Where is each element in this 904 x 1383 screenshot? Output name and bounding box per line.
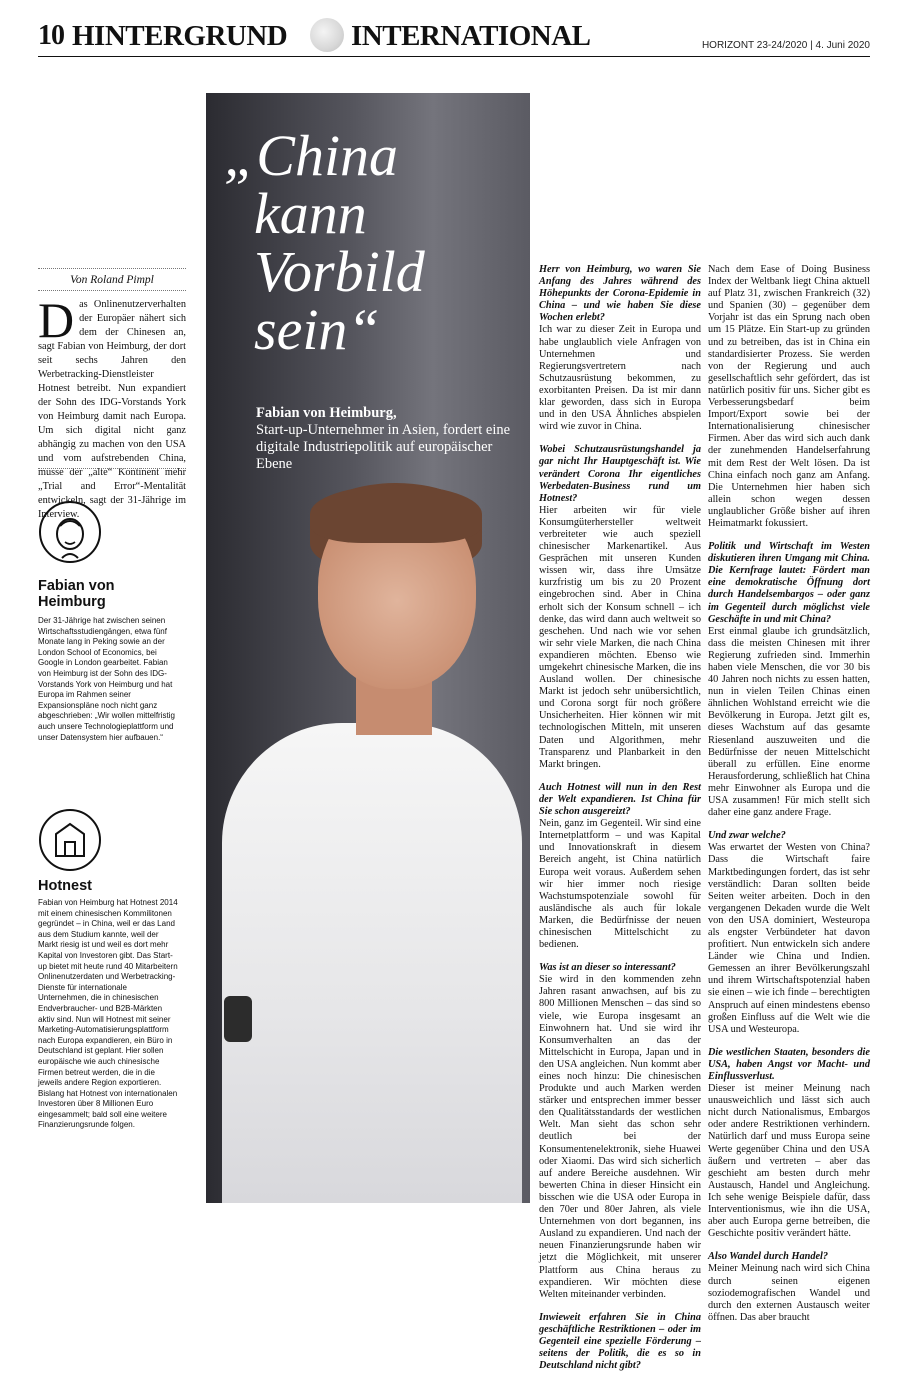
portrait-hair-top xyxy=(310,485,482,543)
person-icon xyxy=(38,500,102,564)
quote-line: „China xyxy=(224,123,399,188)
quote-line: sein“ xyxy=(254,297,380,362)
answer: Erst einmal glaube ich grundsätzlich, dass die meisten Chinesen mit ihrer Regierung zufrieden sind. Immerhin haben viele Menschen, die vor 30 bis 40 Jahren noch nichts zu essen hatten, nun in vielen Teilen Chinas einen ähnlichen Wohlstand erreicht wie die Bevölkerung in Europa. Jetzt gilt es, dieses Wachstum auf das gesamte Riesenland auszuweiten und die Bedürfnisse der neuen Mittelschicht überall zu erfüllen. Eine enorme Herausforderung, schließlich hat China mehr Einwohner als Europa und die USA zusammen! Für mich stellt sich daher eine ganz andere Frage. xyxy=(708,625,870,819)
portrait-photo xyxy=(206,93,530,1203)
company-text: Fabian von Heimburg hat Hotnest 2014 mit einem chinesischen Kommilitonen gegründet – in China, weil er das Land aus dem Studium kannte, weil der Markt riesig ist und weil es dort mehr Kapital von Investoren gibt. Das Start-up bietet mit heute rund 40 Mitarbeitern Onlinenutzerdaten und Werbetracking-Dienste für internationale Unternehmen, die in chinesischen Endverbraucher- und B2B-Märkten aktiv sind. Nun will Hotnest mit seiner Marketing-Automatisierungsplattform nach Europa expandieren, ein Büro in Deutschland ist geplant. Hier sollen europäische wie auch chinesische Firmen betreut werden, die in die jeweils andere Region exportieren. Bislang hat Hotnest von internationalen Investoren über 8 Millionen Euro eingesammelt; bald soll eine weitere Finanzierungsrunde folgen. xyxy=(38,898,178,1130)
question: Was ist an dieser so interessant? xyxy=(539,962,676,974)
issue-info: HORIZONT 23-24/2020 | 4. Juni 2020 xyxy=(701,40,870,51)
page-number: 10 xyxy=(38,20,64,51)
interview-block xyxy=(539,962,701,1301)
answer: Ich war zu dieser Zeit in Europa und habe unglaublich viele Anfragen von Unternehmen und Regierungsvertretern nach Schutzausrüstung bekommen, zu exorbitanten Preisen. Da ist mir dann klar geworden, dass sich in Europa und in den USA Ähnliches abspielen wird wie zuvor in China. xyxy=(539,324,701,433)
question: Inwieweit erfahren Sie in China geschäftliche Restriktionen – oder im Gegenteil eine spezielle Förderung – seitens der Politik, die es so in Deutschland nicht gibt? xyxy=(539,1311,701,1372)
wristwatch-icon xyxy=(224,996,252,1042)
interview-block xyxy=(539,782,701,951)
quote-line: Vorbild xyxy=(254,239,425,304)
intro-paragraph xyxy=(38,292,186,522)
question: Wobei Schutzausrüstungshandel ja gar nicht Ihr Hauptgeschäft ist. Wie verändert Corona Ihr eigentliches Werbedaten-Business rund um Hotnest? xyxy=(539,444,701,504)
question: Und zwar welche? xyxy=(708,830,786,842)
answer: Was erwartet der Westen von China? Dass die Wirtschaft faire Marktbedingungen fordert, das ist sehr verständlich: Daran sollten beide Seiten weiter arbeiten. Doch in den vergangenen Dekaden wurde die Welt von den USA dominiert, Westeuropa als engster Verbündeter hat davon profitiert. Nun entwickeln sich andere Länder wie China und Indien. Gemessen an ihrer Bevölkerungszahl und ihrem Wirtschaftspotenzial haben sie einen – wie ich finde – berechtigten Anspruch auf einen mindestens ebenso großen Einfluss auf die Welt wie die USA und Westeuropa. xyxy=(708,842,870,1035)
question: Auch Hotnest will nun in den Rest der Welt expandieren. Ist China für Sie schon ausgereizt? xyxy=(539,781,701,818)
question: Politik und Wirtschaft im Westen diskutieren ihren Umgang mit China. Die Kernfrage lautet: Fördert man eine demokratische Öffnung dort durch Handelsembargos – oder ganz im Gegenteil durch möglichst viele Geschäfte in und mit China? xyxy=(708,541,870,625)
intro-text: as Onlinenutzerverhalten der Europäer nähert sich dem der Chinesen an, sagt Fabian von Heimburg, der dort seit sechs Jahren den Werbetracking-Dienstleister Hotnest betreibt. Nun expandiert der Sohn des IDG-Vorstands York von Heimburg damit nach Europa. Um sich digital nicht ganz abhängig zu machen von den USA und vom aufstrebenden China, müsse der „alte“ Kontinent mehr „Trial and Error“-Mentalität entwickeln, sagt der 31-Jährige im Interview. xyxy=(38,299,186,520)
globe-logo-icon xyxy=(310,18,344,52)
question: Herr von Heimburg, wo waren Sie Anfang des Jahres während des Höhepunkts der Corona-Epidemie in China – und wie haben Sie diese Wochen erlebt? xyxy=(539,264,701,324)
interview-column-1 xyxy=(539,264,701,1383)
deck-text: Start-up-Unternehmer in Asien, fordert eine digitale Industriepolitik auf europäischer Ebene xyxy=(256,422,511,472)
profile-title: Fabian von Heimburg xyxy=(38,578,115,610)
answer: Hier arbeiten wir für viele Konsumgüterhersteller weltweit verbreiteter wie auch speziell chinesischer Markenartikel. Aus Gesprächen mit unseren Kunden wissen wir, dass ihre Umsätze kurzfristig um bis zu 20 Prozent eingebrochen sind. Aber in China erholt sich der Konsum schnell – ich denke, das wird dann auch weltweit so geschehen. Und nach wie vor sehen wir sehr viele Marken, die nach China expandieren möchten. Ebenso wie umgekehrt chinesische Marken, die ins Ausland wollen. Der chinesische Markt ist jedoch sehr unübersichtlich, und Corona sorgt für noch größere Unsicherheiten. Hier können wir mit technologischen Mitteln, mit unseren Daten und Algorithmen, mehr Transparenz und Planbarkeit in den Markt bringen. xyxy=(539,504,701,770)
interview-block xyxy=(708,264,870,530)
interview-block xyxy=(708,830,870,1036)
deck xyxy=(256,405,516,473)
quote-line: kann xyxy=(254,181,367,246)
byline-rule xyxy=(38,268,186,269)
subsection-title: INTERNATIONAL xyxy=(351,20,591,52)
interview-block xyxy=(539,264,701,433)
answer: Nein, ganz im Gegenteil. Wir sind eine Internetplattform – und was Kapital und Innovationskraft in diesem Bereich angeht, ist China natürlich Europa weit voraus. Außerdem sehen wir hier immer noch riesige Wachstumspotenziale sowohl für ausländische als auch für lokale Marken, die Bedürfnisse der neuen chinesischen Mittelschicht zu bedienen. xyxy=(539,818,701,951)
building-icon xyxy=(38,808,102,872)
interview-block xyxy=(708,1047,870,1241)
drop-cap: D xyxy=(38,292,75,348)
pull-quote xyxy=(224,123,425,362)
answer: Sie wird in den kommenden zehn Jahren rasant anwachsen, auf bis zu 800 Millionen Menschen – das sind so viele, wie Europa insgesamt an Einwohnern hat. Und sie wird ihr Konsumverhalten an das der Mittelschicht in Europa, Japan und in den USA angleichen. Nun kommt aber eines noch hinzu: Die chinesischen Produkte und auch Marken werden stärker und entsprechen immer besser den Qualitätsstandards der westlichen Welt. Man sieht das schon sehr deutlich bei der Konsumentenelektronik, siehe Huawei oder Xiaomi. Das wird sich sicherlich auf andere Bereiche ausdehnen. Wir bewerten China in dieser Hinsicht ein bisschen wie die USA oder Europa in den 70er und 80er Jahren, als viele Unternehmen von dort begannen, ins Ausland zu expandieren. Und nach der neuen Finanzierungsrunde haben wir jetzt die Möglichkeit, mit unserer Plattform aus China heraus zu expandieren. Wir möchten diese Welten miteinander verbinden. xyxy=(539,974,701,1300)
portrait-shirt xyxy=(222,723,522,1203)
answer: Dieser ist meiner Meinung nach unausweichlich und lässt sich auch nicht durch Nationalismus, Embargos oder andere Restriktionen verhindern. Natürlich darf und muss Europa seine Werte gegenüber China und den USA äußern und vertreten – aber das geschieht am besten durch mehr Austausch, Handel und Angleichung. Ich sehe wenige Beispiele dafür, dass Interventionismus, wie ihn die USA, aber auch Europa gerne betreiben, die Geschichte positiv verändert hätte. xyxy=(708,1083,870,1240)
answer: Meiner Meinung nach wird sich China durch seinen eigenen soziodemografischen Wandel und durch den externen Austausch weiter öffnen. Das aber braucht xyxy=(708,1263,870,1323)
byline: Von Roland Pimpl xyxy=(70,274,154,286)
answer: Nach dem Ease of Doing Business Index der Weltbank liegt China aktuell auf Platz 31, zwischen Frankreich (32) und Spanien (30) – gegenüber dem Vorjahr ist das ein Sprung nach oben um 15 Plätze. Ein Start-up zu gründen und zu betreiben, das ist in China ein standardisierter Prozess. Sie werden von der Regierung und auch gesellschaftlich sehr gefördert, das ist natürlich positiv für uns. Sicher gibt es Verbesserungsbedarf beim Import/Export sowie bei der Internationalisierung chinesischer Firmen. Aber das wird sich auch dank der zunehmenden Handelserfahrung mit dem Rest der Welt lösen. Da ist China einfach noch ganz am Anfang. Die Unternehmen hier haben sich allein schon wegen dessen unglaublicher Größe bisher auf ihren Heimatmarkt fokussiert. xyxy=(708,264,870,529)
question: Also Wandel durch Handel? xyxy=(708,1251,829,1263)
interview-block xyxy=(539,1312,701,1372)
interview-column-2 xyxy=(708,264,870,1335)
section-title: HINTERGRUND xyxy=(72,20,288,52)
interview-block xyxy=(539,444,701,771)
company-title: Hotnest xyxy=(38,878,92,894)
question: Die westlichen Staaten, besonders die USA, haben Angst vor Macht- und Einflussverlust. xyxy=(708,1046,870,1082)
interview-block xyxy=(708,1251,870,1324)
separator xyxy=(38,468,186,469)
interview-block xyxy=(708,541,870,819)
masthead-rule xyxy=(38,56,870,57)
byline-rule xyxy=(38,290,186,291)
masthead xyxy=(38,18,870,54)
profile-text: Der 31-Jährige hat zwischen seinen Wirtschaftsstudiengängen, etwa fünf Monate lang in Peking sowie an der London School of Economics, bei Google in London gearbeitet. Fabian von Heimburg ist der Sohn des IDG-Vorstands York von Heimburg und hat Europa im Rahmen seiner Expansionspläne noch nicht ganz abgeschrieben: „Wir wollen mittelfristig auch unsere Technologieplattform und unser Datensystem hier aufbauen.“ xyxy=(38,616,175,742)
deck-name: Fabian von Heimburg, xyxy=(256,405,397,421)
